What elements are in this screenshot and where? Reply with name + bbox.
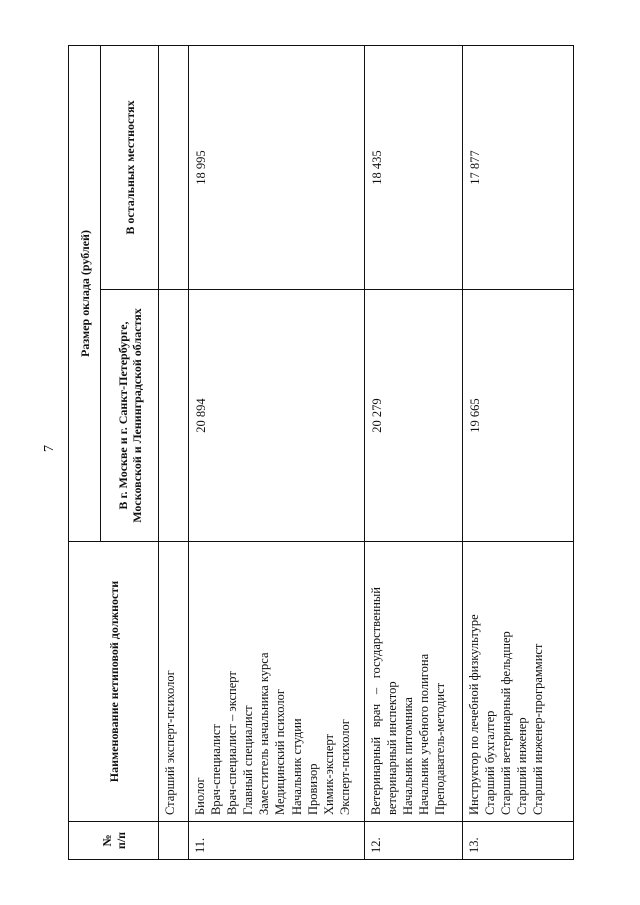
row-positions (463, 542, 574, 822)
position-item: Старший инженер (515, 717, 530, 815)
salary-other: 18 435 (365, 46, 463, 290)
rotated-table-wrapper (68, 46, 574, 860)
salary-capitals (159, 290, 189, 542)
position-item: Главный специалист (241, 705, 256, 815)
position-item: Эксперт-психолог (337, 719, 352, 815)
salary-capitals: 19 665 (463, 290, 574, 542)
page-number: 7 (42, 445, 57, 452)
position-item: ветеринарный инспектор (385, 681, 400, 815)
position-item: Начальник студии (289, 718, 304, 815)
line-part: – (369, 687, 383, 695)
line-part: врач (369, 703, 383, 728)
position-item: Старший инженер-программист (531, 643, 546, 815)
position-item: Старший бухгалтер (483, 710, 498, 815)
header-num: № п/п (69, 822, 159, 860)
header-salary-other: В остальных местностях (101, 46, 159, 290)
position-item: Врач-специалист – эксперт (225, 671, 240, 815)
header-position: Наименование нетиповой должности (69, 542, 159, 822)
position-item: Биолог (193, 777, 207, 815)
position-item: Начальник питомника (401, 697, 416, 815)
salary-capitals: 20 894 (189, 290, 365, 542)
row-positions (365, 542, 463, 822)
row-num: 12. (365, 822, 463, 860)
header-salary-capitals: В г. Москве и г. Санкт-Петербурге, Московской и Ленинградской областях (101, 290, 159, 542)
row-num (159, 822, 189, 860)
position-item: Химик-эксперт (321, 733, 336, 815)
salary-capitals: 20 279 (365, 290, 463, 542)
line-part: государственный (369, 587, 383, 679)
row-positions (189, 542, 365, 822)
position-item: Провизор (305, 763, 320, 815)
row-positions (159, 542, 189, 822)
row-num: 11. (189, 822, 365, 860)
position-item: Заместитель начальника курса (257, 652, 272, 815)
table-row (189, 46, 365, 860)
position-first-line (368, 587, 384, 815)
position-item: Старший ветеринарный фельдшер (499, 631, 514, 815)
salary-other: 17 877 (463, 46, 574, 290)
line-part: Ветеринарный (369, 736, 383, 815)
position-item: Старший эксперт-психолог (163, 670, 177, 815)
position-item: Врач-специалист (209, 724, 224, 815)
position-item: Медицинский психолог (273, 689, 288, 815)
salary-other: 18 995 (189, 46, 365, 290)
table-row (365, 46, 463, 860)
salary-table (68, 45, 574, 860)
salary-other (159, 46, 189, 290)
row-num: 13. (463, 822, 574, 860)
table-row (159, 46, 189, 860)
table-row (463, 46, 574, 860)
position-item: Преподаватель-методист (433, 682, 448, 815)
position-item: Инструктор по лечебной физкультуре (467, 614, 481, 815)
position-item: Начальник учебного полигона (417, 653, 432, 815)
header-salary-group: Размер оклада (рублей) (69, 46, 101, 542)
